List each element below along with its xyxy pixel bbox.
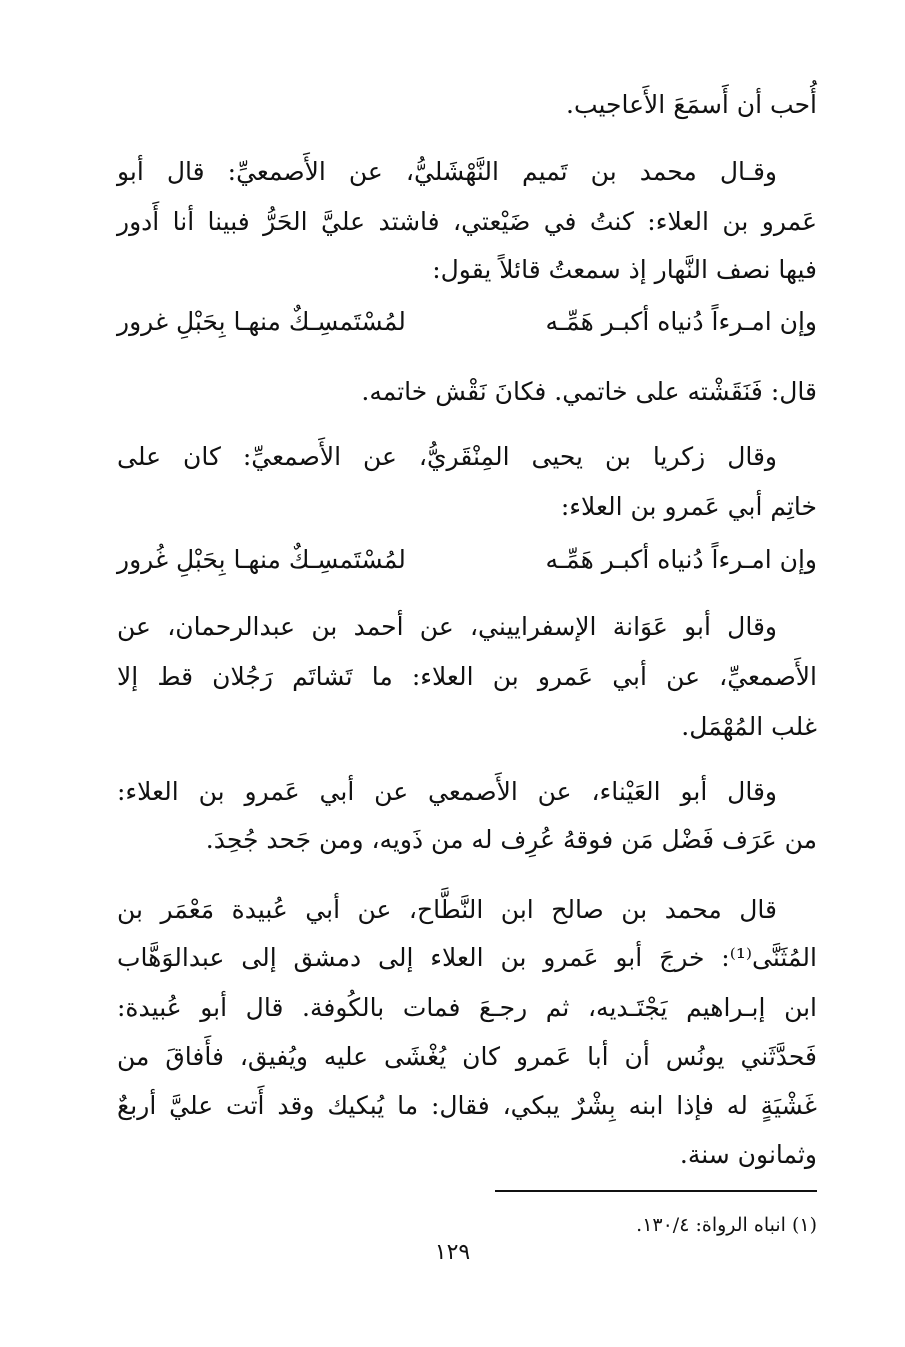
text-line: أُحب أن أَسمَعَ الأَعاجيب.	[566, 90, 817, 119]
text-line: عَمرو بن العلاء: كنتُ في ضَيْعتي، فاشتد عليَّ الحَرُّ فبينا أنا أَدور	[117, 207, 817, 236]
text-line: الأَصمعيِّ، عن أبي عَمرو بن العلاء: ما تَشاتَم رَجُلان قط إلا	[117, 662, 817, 691]
text-line: وقال أبو العَيْناء، عن الأَصمعي عن أبي عَمرو بن العلاء:	[117, 777, 777, 806]
verse-second-hemistich: لمُسْتَمسِـكٌ منهـا بِحَبْلِ غُرور	[117, 545, 406, 574]
poem-verse	[117, 302, 817, 342]
text-line: خاتِم أبي عَمرو بن العلاء:	[560, 492, 817, 521]
text-line: قال: فَنَقَشْته على خاتمي. فكانَ نَقْش خاتمه.	[361, 377, 817, 406]
text-line: ابن إبـراهيم يَجْتَـديه، ثم رجـعَ فمات بالكُوفة. قال أبو عُبيدة:	[117, 993, 817, 1022]
poem-verse	[117, 540, 817, 580]
text-line: وقـال محمد بن تَميم النَّهْشَليُّ، عن الأَصمعيِّ: قال أبو	[117, 157, 777, 186]
text-line: وقال زكريا بن يحيى المِنْقَريُّ، عن الأَصمعيِّ: كان على	[117, 442, 777, 471]
text-line: المُثَنَّى⁽¹⁾: خرجَ أبو عَمرو بن العلاء إلى دمشق إلى عبدالوَهَّاب	[117, 943, 817, 972]
text-line: وقال أبو عَوَانة الإسفراييني، عن أحمد بن عبدالرحمان، عن	[117, 612, 777, 641]
text-line: وثمانون سنة.	[679, 1140, 817, 1169]
text-line: قال محمد بن صالح ابن النَّطَّاح، عن أبي عُبيدة مَعْمَر بن	[117, 895, 777, 924]
verse-second-hemistich: لمُسْتَمسِـكٌ منهـا بِحَبْلِ غرور	[117, 307, 406, 336]
page-number: ١٢٩	[434, 1240, 471, 1265]
footnote: (١) انباه الرواة: ١٣٠/٤.	[636, 1214, 817, 1236]
verse-first-hemistich: وإن امـرءاً دُنياه أكبـر هَمِّـه	[545, 307, 817, 336]
text-line: غلب المُهْمَل.	[681, 712, 817, 741]
text-line: فيها نصف النَّهار إذ سمعتُ قائلاً يقول:	[432, 255, 817, 284]
verse-first-hemistich: وإن امـرءاً دُنياه أكبـر هَمِّـه	[545, 545, 817, 574]
text-line: غَشْيَةٍ له فإذا ابنه بِشْرٌ يبكي، فقال: ما يُبكيك وقد أَتت عليَّ أربعٌ	[117, 1091, 817, 1120]
text-line: فَحدَّثَني يونُس أن أبا عَمرو كان يُغْشَى عليه ويُفيق، فأَفاقَ من	[117, 1042, 817, 1071]
text-line: من عَرَف فَضْل مَن فوقهُ عُرِف له من ذَويه، ومن جَحد جُحِدَ.	[205, 825, 817, 854]
footnote-divider	[495, 1190, 817, 1192]
